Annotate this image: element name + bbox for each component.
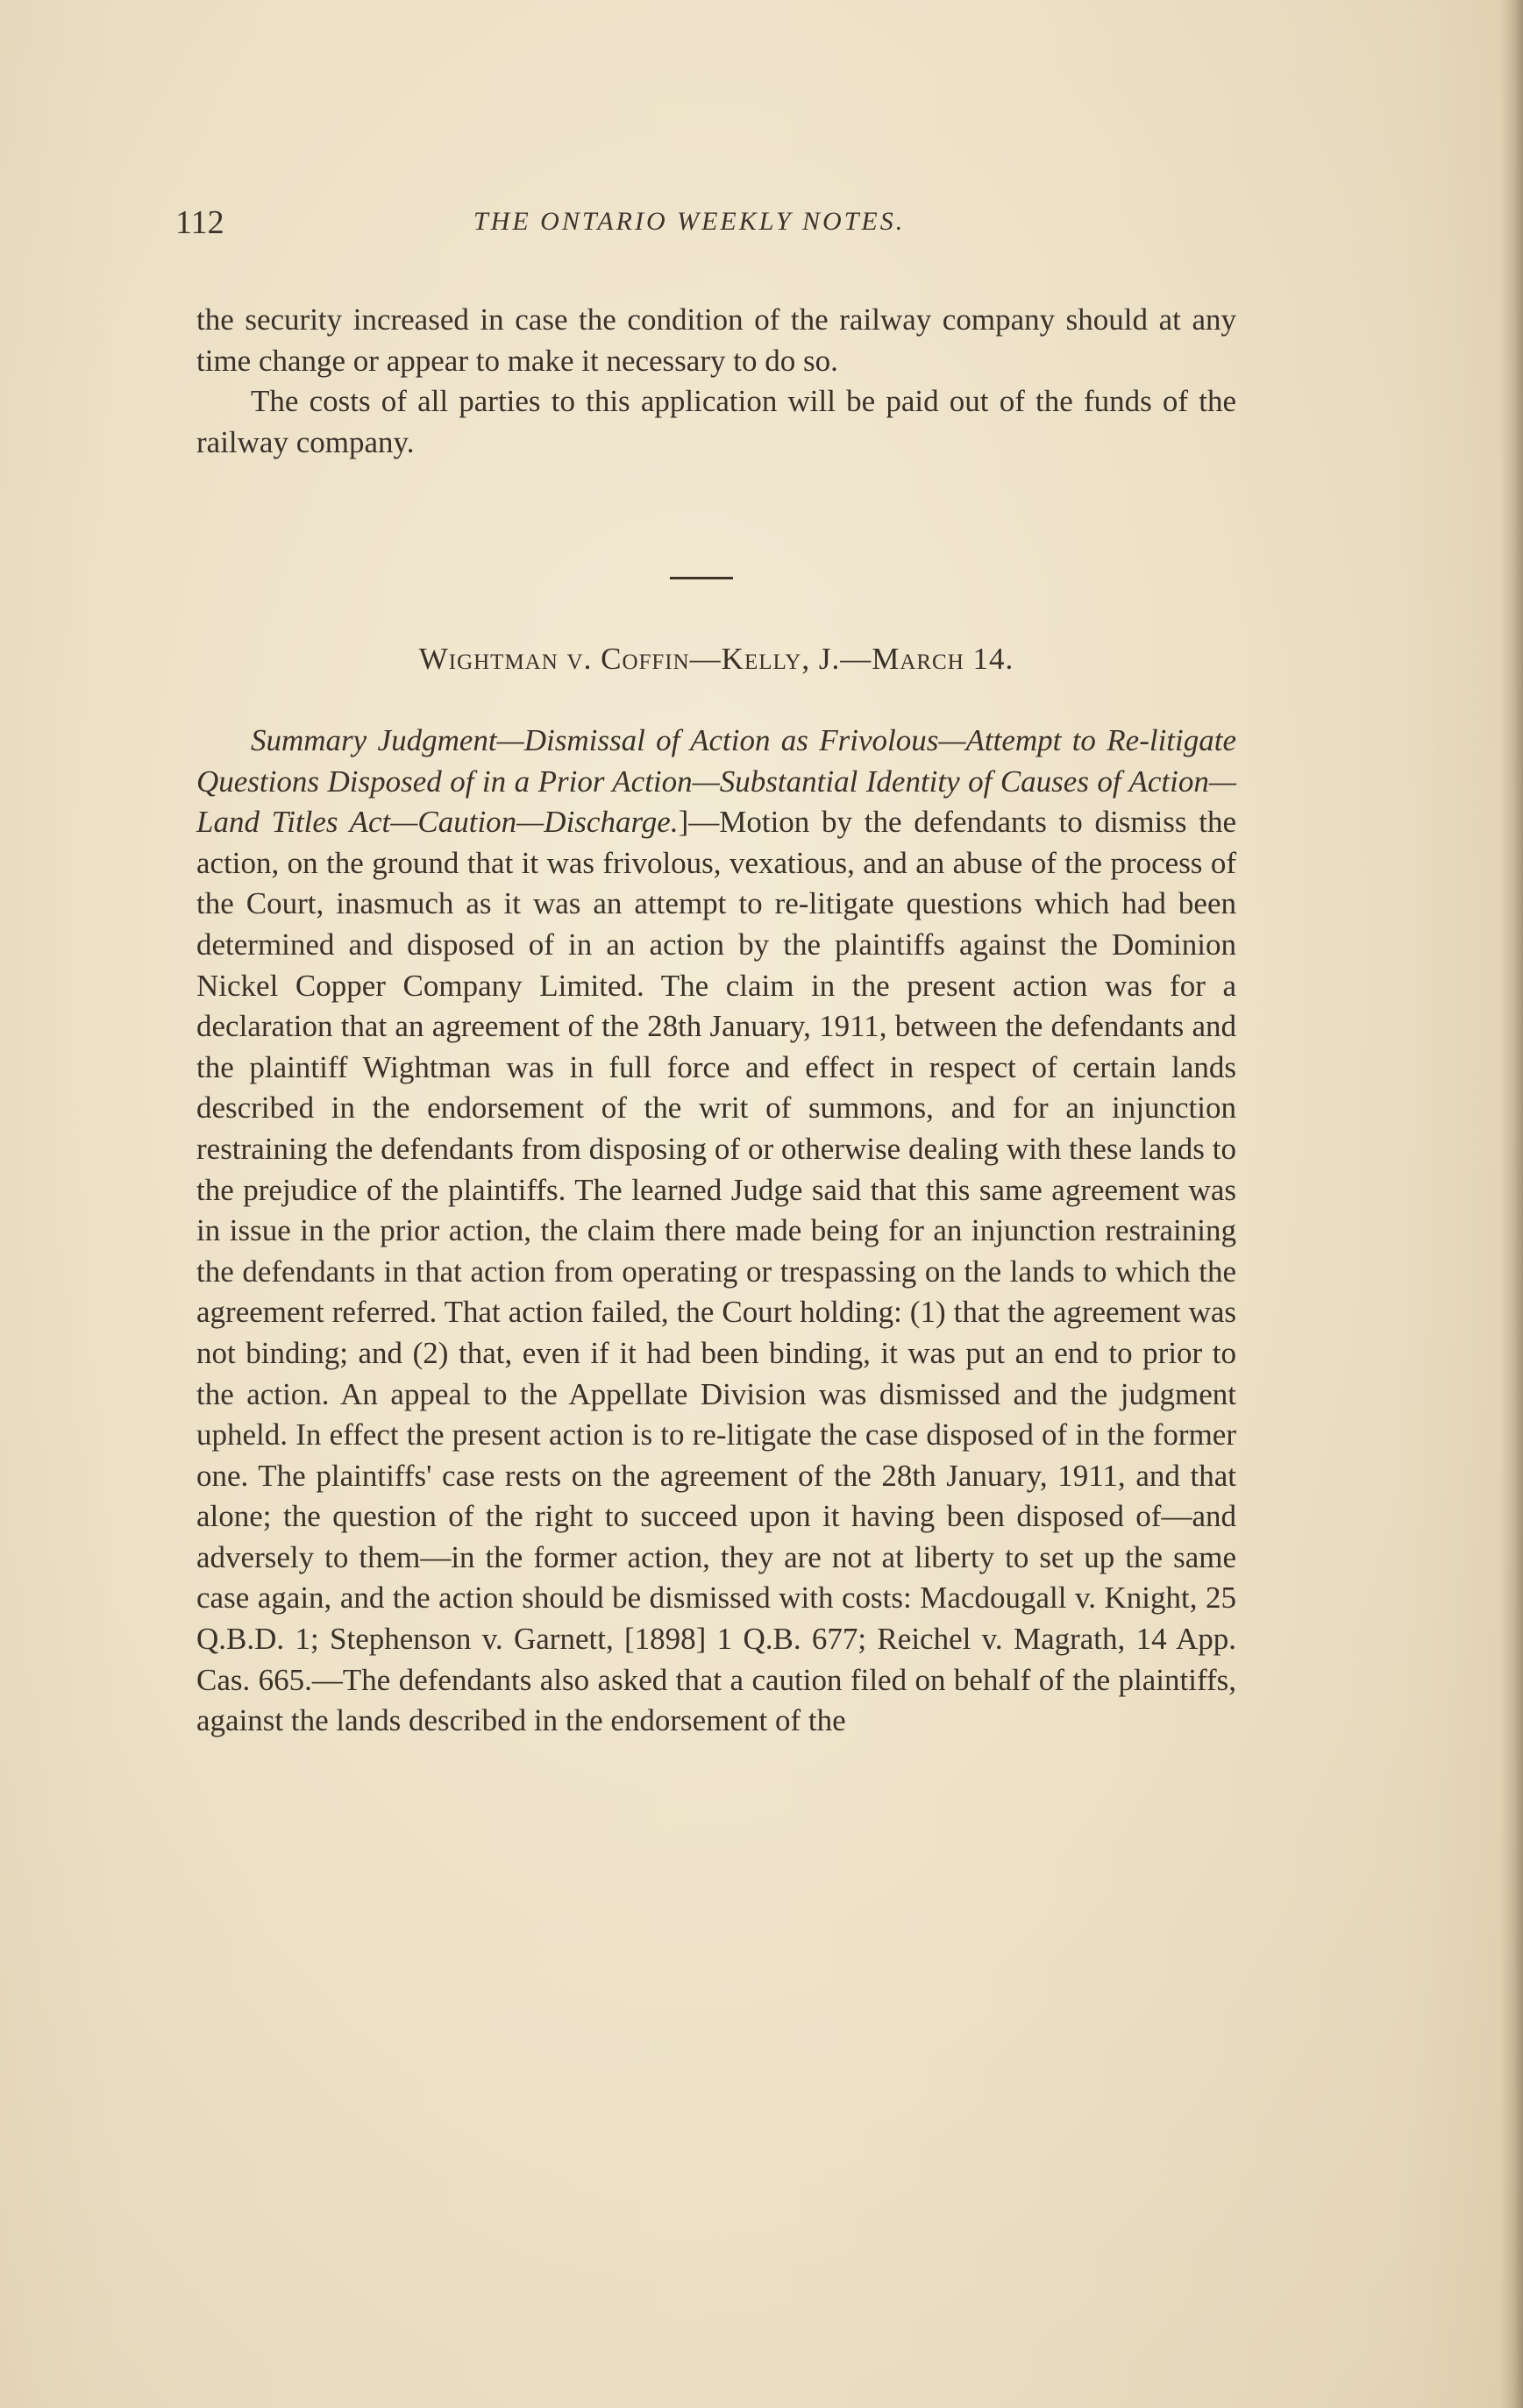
case-report xyxy=(196,721,1236,1742)
page-number: 112 xyxy=(175,204,224,241)
continued-paragraph: the security increased in case the condition of the railway company should at any time change or appear to make it necessary to do so. xyxy=(196,302,1236,378)
continued-text xyxy=(196,300,1236,463)
case-paragraph xyxy=(196,721,1236,1742)
case-title: Wightman v. Coffin—Kelly, J.—March 14. xyxy=(418,642,1014,676)
section-separator xyxy=(670,577,733,579)
page-edge-shadow xyxy=(1500,0,1523,2408)
running-head: THE ONTARIO WEEKLY NOTES. xyxy=(473,207,906,236)
case-headnote: Summary Judgment—Dismissal of Action as Frivolous—Attempt to Re-litigate Questions Disposed of in a Prior Action—Substantial Identity of Causes of Action—Land Titles Act—Caution—Discharge. xyxy=(196,723,1236,840)
page-header xyxy=(175,203,1245,256)
costs-paragraph: The costs of all parties to this application will be paid out of the funds of the railway company. xyxy=(196,384,1236,459)
case-body: —Motion by the defendants to dismiss the action, on the ground that it was frivolous, vexatious, and an abuse of the process of the Court, inasmuch as it was an attempt to re-litigate questions which had been determined and disposed of in an action by the plaintiffs against the Dominion Nickel Copper Company Limited. The claim in the present action was for a declaration that an agreement of the 28th January, 1911, between the defendants and the plaintiff Wightman was in full force and effect in respect of certain lands described in the endorsement of the writ of summons, and for an injunction restraining the defendants from disposing of or otherwise dealing with these lands to the prejudice of the plaintiffs. The learned Judge said that this same agreement was in issue in the prior action, the claim there made being for an injunction restraining the defendants in that action from operating or trespassing on the lands to which the agreement referred. That action failed, the Court holding: (1) that the agreement was not binding; and (2) that, even if it had been binding, it was put an end to prior to the action. An appeal to the Appellate Division was dismissed and the judgment upheld. In effect the present action is to re-litigate the case disposed of in the former one. The plaintiffs' case rests on the agreement of the 28th January, 1911, and that alone; the question of the right to succeed upon it having been disposed of—and adversely to them—in the former action, they are not at liberty to set up the same case again, and the action should be dismissed with costs: Macdougall v. Knight, 25 Q.B.D. 1; Stephenson v. Garnett, [1898] 1 Q.B. 677; Reichel v. Magrath, 14 App. Cas. 665.—The defendants also asked that a caution filed on behalf of the plaintiffs, against the lands described in the endorsement of the xyxy=(196,805,1236,1738)
headnote-close-bracket: ] xyxy=(678,805,689,840)
